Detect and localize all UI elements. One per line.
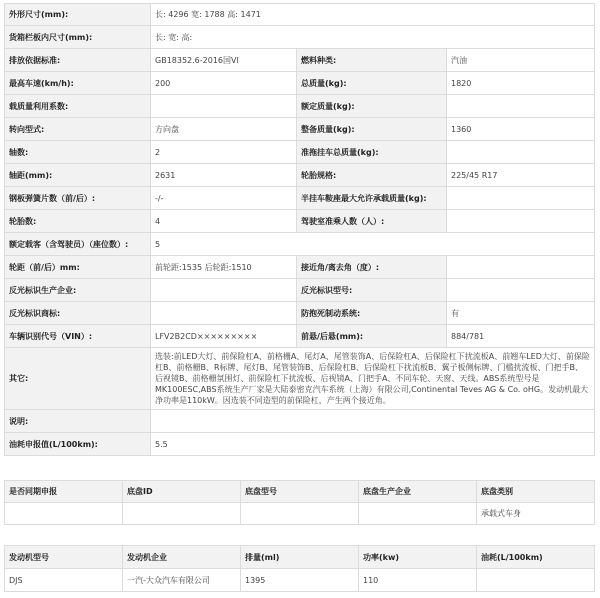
value-max-speed: 200 xyxy=(151,72,297,95)
chassis-header-same-period: 是否同期申报 xyxy=(5,481,123,503)
label-vin: 车辆识别代号（VIN）: xyxy=(5,325,151,348)
value-emission-standard: GB18352.6-2016国VI xyxy=(151,49,297,72)
value-cab-occupants xyxy=(447,210,595,233)
label-approach-departure: 接近角/离去角（度）: xyxy=(297,256,447,279)
spec-row-notes xyxy=(5,410,595,433)
label-steering: 转向型式: xyxy=(5,118,151,141)
spec-row-tires xyxy=(5,210,595,233)
value-reflector-brand xyxy=(151,302,297,325)
label-total-mass: 总质量(kg): xyxy=(297,72,447,95)
value-steering: 方向盘 xyxy=(151,118,297,141)
chassis-data-row xyxy=(5,503,595,525)
spec-table xyxy=(4,3,595,456)
label-rated-passengers: 额定载客（含驾驶员）（座位数）: xyxy=(5,233,151,256)
engine-header-model: 发动机型号 xyxy=(5,546,123,569)
value-tire-spec: 225/45 R17 xyxy=(447,164,595,187)
value-reflector-maker xyxy=(151,279,297,302)
value-other: 选装:前LED大灯、前保险杠A、前格栅A、尾灯A、尾管装饰A、后保险杠A、后保险杠下扰流板A、前翘车LED大灯、前保险杠B、前格栅B、R标牌、尾灯B、尾管装饰B、后保险杠B、后保险杠下扰流板B、翼子板侧标牌、门槛扰流板、门把手B、后视镜B、前格栅氛围灯、前保险杠下扰流板、后视镜A、门把手A、不同车轮、天窗、天线。ABS系统型号是MK100ESC,ABS系统生产厂家是大陆泰密克汽车系统（上海）有限公司,Continental Teves AG & Co. oHG。发动机最大净功率是110kW。因选装不同造型的前保险杠，产生两个接近角。 xyxy=(151,348,595,410)
engine-header-fuel: 油耗(L/100km) xyxy=(477,546,595,569)
label-leaf-springs: 钢板弹簧片数（前/后）: xyxy=(5,187,151,210)
value-fuel-consumption: 5.5 xyxy=(151,433,595,456)
spec-row-load xyxy=(5,95,595,118)
chassis-header-maker: 底盘生产企业 xyxy=(359,481,477,503)
spec-row-axles xyxy=(5,141,595,164)
chassis-header-row xyxy=(5,481,595,503)
value-vin: LFV2B2CD××××××××× xyxy=(151,325,297,348)
label-tire-spec: 轮胎规格: xyxy=(297,164,447,187)
label-notes: 说明: xyxy=(5,410,151,433)
value-abs: 有 xyxy=(447,302,595,325)
engine-data-row xyxy=(5,569,595,592)
label-curb-mass: 整备质量(kg): xyxy=(297,118,447,141)
label-cargo-box: 货箱栏板内尺寸(mm): xyxy=(5,26,151,49)
engine-table xyxy=(4,545,595,592)
engine-model: DJS xyxy=(5,569,123,592)
label-load-factor: 载质量利用系数: xyxy=(5,95,151,118)
engine-header-maker: 发动机企业 xyxy=(123,546,241,569)
value-load-factor xyxy=(151,95,297,118)
spec-row-other xyxy=(5,348,595,410)
label-axles: 轴数: xyxy=(5,141,151,164)
value-curb-mass: 1360 xyxy=(447,118,595,141)
chassis-id xyxy=(123,503,241,525)
engine-power: 110 xyxy=(359,569,477,592)
chassis-table xyxy=(4,480,595,525)
label-reflector-model: 反光标识型号: xyxy=(297,279,447,302)
engine-header-displacement: 排量(ml) xyxy=(241,546,359,569)
value-reflector-model xyxy=(447,279,595,302)
label-cab-occupants: 驾驶室准乘人数（人）: xyxy=(297,210,447,233)
value-approach-departure xyxy=(447,256,595,279)
chassis-header-type: 底盘类别 xyxy=(477,481,595,503)
value-wheelbase: 2631 xyxy=(151,164,297,187)
spec-row-steering xyxy=(5,118,595,141)
spec-row-dimensions xyxy=(5,4,595,26)
spec-row-wheelbase xyxy=(5,164,595,187)
label-other: 其它: xyxy=(5,348,151,410)
label-emission-standard: 排放依据标准: xyxy=(5,49,151,72)
label-reflector-maker: 反光标识生产企业: xyxy=(5,279,151,302)
value-tire-count: 4 xyxy=(151,210,297,233)
label-fuel-consumption: 油耗申报值(L/100km): xyxy=(5,433,151,456)
value-saddle-mass xyxy=(447,187,595,210)
chassis-type: 承载式车身 xyxy=(477,503,595,525)
engine-maker: 一汽-大众汽车有限公司 xyxy=(123,569,241,592)
value-fuel-type: 汽油 xyxy=(447,49,595,72)
label-abs: 防抱死制动系统: xyxy=(297,302,447,325)
chassis-same-period xyxy=(5,503,123,525)
chassis-maker xyxy=(359,503,477,525)
label-overhang: 前悬/后悬(mm): xyxy=(297,325,447,348)
value-rated-mass xyxy=(447,95,595,118)
spec-row-speed xyxy=(5,72,595,95)
engine-fuel xyxy=(477,569,595,592)
value-rated-passengers: 5 xyxy=(151,233,595,256)
value-total-mass: 1820 xyxy=(447,72,595,95)
label-rated-mass: 额定质量(kg): xyxy=(297,95,447,118)
label-reflector-brand: 反光标识商标: xyxy=(5,302,151,325)
chassis-header-model: 底盘型号 xyxy=(241,481,359,503)
spec-row-fuel xyxy=(5,433,595,456)
spec-row-emission xyxy=(5,49,595,72)
spec-row-springs xyxy=(5,187,595,210)
spec-row-brand-abs xyxy=(5,302,595,325)
value-cargo-box: 长: 宽: 高: xyxy=(151,26,595,49)
label-trailer-mass: 准拖挂车总质量(kg): xyxy=(297,141,447,164)
value-axles: 2 xyxy=(151,141,297,164)
spec-row-cargo-box xyxy=(5,26,595,49)
spec-row-seats xyxy=(5,233,595,256)
engine-header-row xyxy=(5,546,595,569)
spec-row-reflector xyxy=(5,279,595,302)
engine-displacement: 1395 xyxy=(241,569,359,592)
chassis-header-id: 底盘ID xyxy=(123,481,241,503)
engine-header-power: 功率(kw) xyxy=(359,546,477,569)
value-notes xyxy=(151,410,595,433)
label-tire-count: 轮胎数: xyxy=(5,210,151,233)
value-trailer-mass xyxy=(447,141,595,164)
value-track: 前轮距:1535 后轮距:1510 xyxy=(151,256,297,279)
spec-row-track xyxy=(5,256,595,279)
label-max-speed: 最高车速(km/h): xyxy=(5,72,151,95)
label-saddle-mass: 半挂车鞍座最大允许承载质量(kg): xyxy=(297,187,447,210)
chassis-model xyxy=(241,503,359,525)
label-wheelbase: 轴距(mm): xyxy=(5,164,151,187)
label-fuel-type: 燃料种类: xyxy=(297,49,447,72)
label-track: 轮距（前/后）mm: xyxy=(5,256,151,279)
label-dimensions: 外形尺寸(mm): xyxy=(5,4,151,26)
value-dimensions: 长: 4296 宽: 1788 高: 1471 xyxy=(151,4,595,26)
value-leaf-springs: -/- xyxy=(151,187,297,210)
value-overhang: 884/781 xyxy=(447,325,595,348)
spec-row-vin xyxy=(5,325,595,348)
